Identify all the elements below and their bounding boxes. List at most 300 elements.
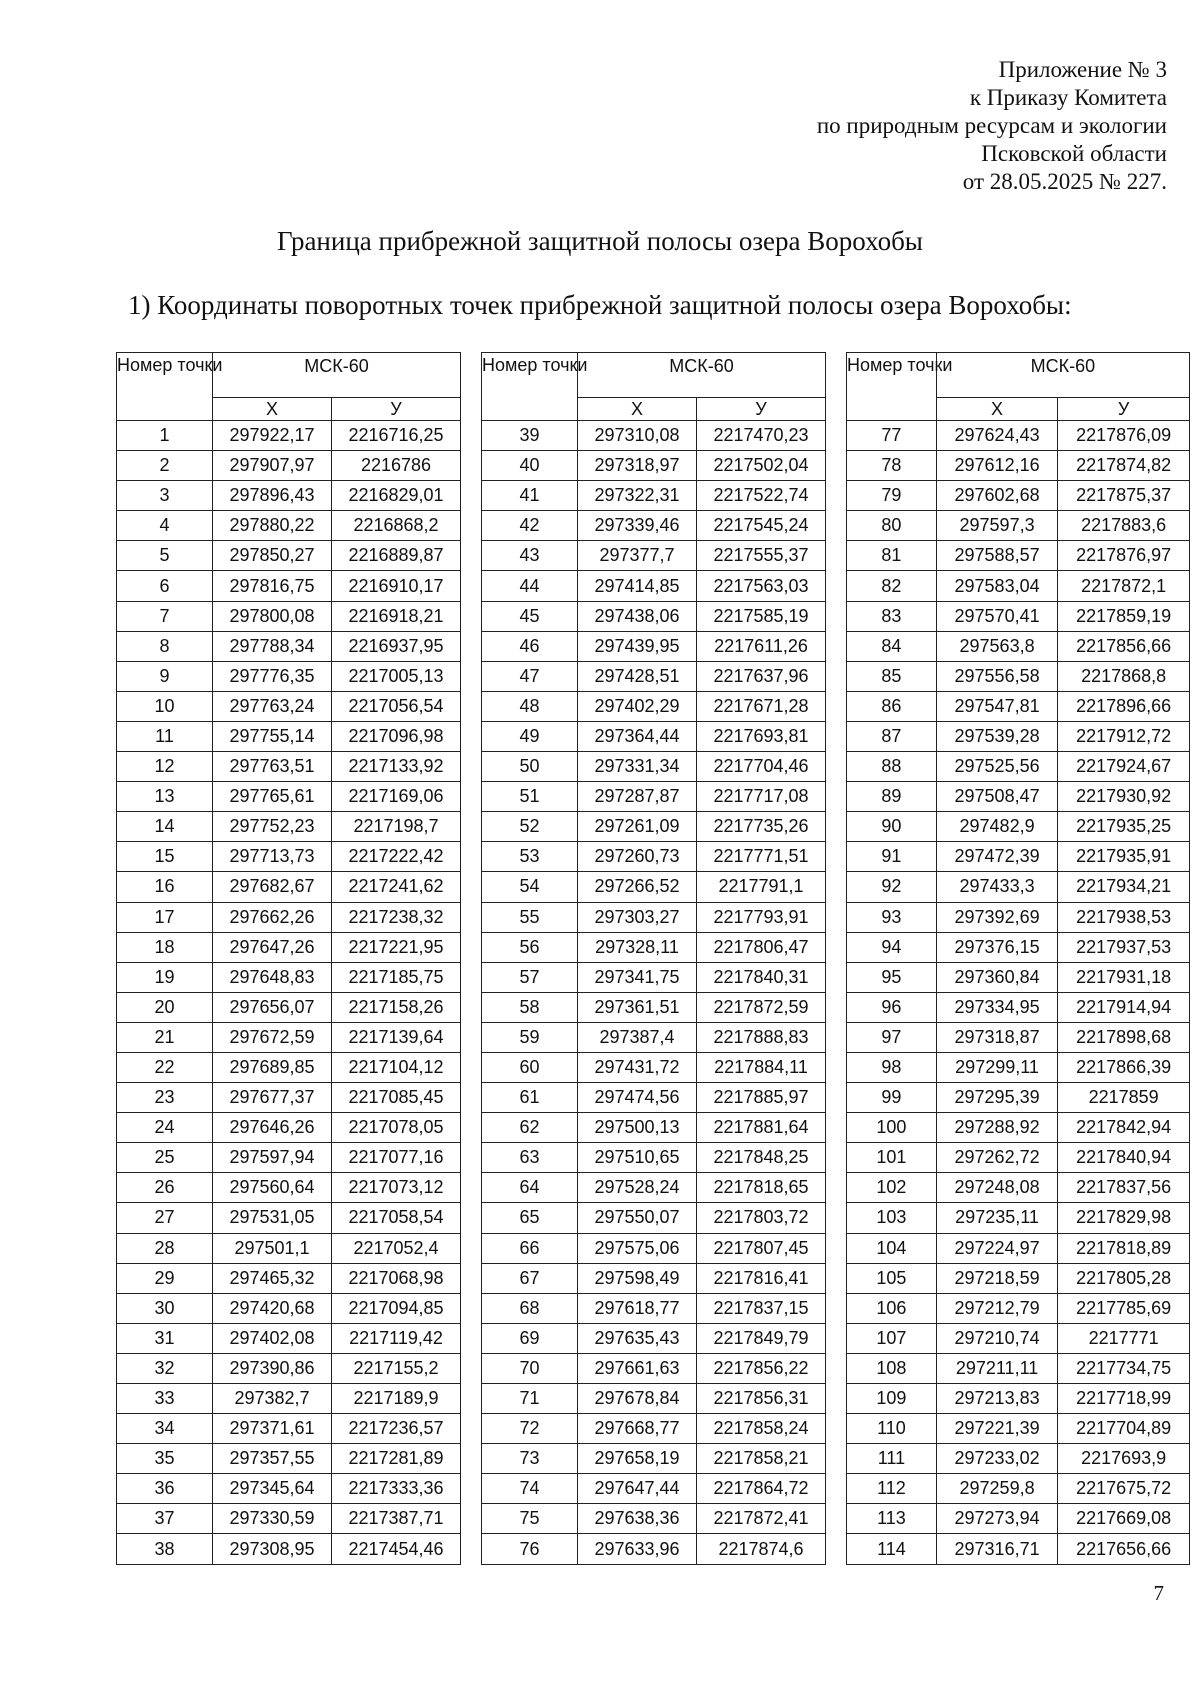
y-coordinate-cell: 2217094,85 bbox=[332, 1293, 461, 1323]
appendix-header bbox=[817, 56, 1167, 196]
x-coordinate-cell: 297310,08 bbox=[578, 421, 697, 451]
x-coordinate-cell: 297618,77 bbox=[578, 1293, 697, 1323]
table-row bbox=[117, 932, 461, 962]
table-row bbox=[482, 1323, 826, 1353]
x-coordinate-cell: 297575,06 bbox=[578, 1233, 697, 1263]
point-number-cell: 77 bbox=[847, 421, 937, 451]
table-row bbox=[117, 782, 461, 812]
y-coordinate-cell: 2216829,01 bbox=[332, 481, 461, 511]
x-coordinate-cell: 297402,29 bbox=[578, 691, 697, 721]
x-coordinate-cell: 297677,37 bbox=[213, 1083, 332, 1113]
table-row bbox=[117, 1022, 461, 1052]
x-coordinate-cell: 297850,27 bbox=[213, 541, 332, 571]
point-number-cell: 18 bbox=[117, 932, 213, 962]
table-row bbox=[847, 812, 1190, 842]
point-number-cell: 75 bbox=[482, 1504, 578, 1534]
x-coordinate-cell: 297465,32 bbox=[213, 1263, 332, 1293]
point-number-cell: 46 bbox=[482, 631, 578, 661]
y-coordinate-cell: 2217236,57 bbox=[332, 1414, 461, 1444]
y-coordinate-cell: 2216910,17 bbox=[332, 571, 461, 601]
x-coordinate-cell: 297414,85 bbox=[578, 571, 697, 601]
y-coordinate-cell: 2217502,04 bbox=[697, 451, 826, 481]
y-coordinate-cell: 2217189,9 bbox=[332, 1384, 461, 1414]
table-row bbox=[847, 1414, 1190, 1444]
table-row bbox=[117, 1263, 461, 1293]
x-coordinate-cell: 297364,44 bbox=[578, 721, 697, 751]
y-coordinate-cell: 2217931,18 bbox=[1058, 962, 1190, 992]
table-row bbox=[847, 1504, 1190, 1534]
table-row bbox=[847, 1173, 1190, 1203]
point-number-cell: 86 bbox=[847, 691, 937, 721]
y-coordinate-cell: 2217866,39 bbox=[1058, 1052, 1190, 1082]
point-number-cell: 60 bbox=[482, 1052, 578, 1082]
point-number-cell: 99 bbox=[847, 1083, 937, 1113]
y-coordinate-cell: 2217930,92 bbox=[1058, 782, 1190, 812]
table-row bbox=[117, 1293, 461, 1323]
x-coordinate-cell: 297678,84 bbox=[578, 1384, 697, 1414]
y-coordinate-cell: 2217104,12 bbox=[332, 1052, 461, 1082]
table-row bbox=[482, 631, 826, 661]
y-coordinate-cell: 2217872,1 bbox=[1058, 571, 1190, 601]
table-row bbox=[117, 511, 461, 541]
point-number-cell: 3 bbox=[117, 481, 213, 511]
y-coordinate-cell: 2217885,97 bbox=[697, 1083, 826, 1113]
table-row bbox=[117, 752, 461, 782]
table-row bbox=[847, 1143, 1190, 1173]
table-row bbox=[847, 782, 1190, 812]
x-coordinate-cell: 297624,43 bbox=[936, 421, 1057, 451]
x-coordinate-cell: 297260,73 bbox=[578, 842, 697, 872]
point-number-cell: 53 bbox=[482, 842, 578, 872]
x-coordinate-cell: 297218,59 bbox=[936, 1263, 1057, 1293]
x-coordinate-cell: 297672,59 bbox=[213, 1022, 332, 1052]
point-number-cell: 83 bbox=[847, 601, 937, 631]
point-number-cell: 31 bbox=[117, 1323, 213, 1353]
y-coordinate-cell: 2217934,21 bbox=[1058, 872, 1190, 902]
table-row bbox=[482, 872, 826, 902]
x-coordinate-cell: 297689,85 bbox=[213, 1052, 332, 1082]
y-coordinate-cell: 2217884,11 bbox=[697, 1052, 826, 1082]
table-row bbox=[847, 1293, 1190, 1323]
y-coordinate-cell: 2217856,66 bbox=[1058, 631, 1190, 661]
table-row bbox=[117, 571, 461, 601]
y-column-header: У bbox=[697, 398, 826, 421]
point-number-cell: 69 bbox=[482, 1323, 578, 1353]
x-coordinate-cell: 297508,47 bbox=[936, 782, 1057, 812]
table-row bbox=[117, 1203, 461, 1233]
x-coordinate-cell: 297646,26 bbox=[213, 1113, 332, 1143]
table-row bbox=[847, 421, 1190, 451]
point-number-cell: 40 bbox=[482, 451, 578, 481]
point-number-cell: 23 bbox=[117, 1083, 213, 1113]
x-coordinate-cell: 297224,97 bbox=[936, 1233, 1057, 1263]
y-coordinate-cell: 2216937,95 bbox=[332, 631, 461, 661]
point-number-cell: 54 bbox=[482, 872, 578, 902]
table-row bbox=[482, 782, 826, 812]
point-number-cell: 47 bbox=[482, 661, 578, 691]
table-row bbox=[847, 601, 1190, 631]
x-coordinate-cell: 297656,07 bbox=[213, 992, 332, 1022]
x-coordinate-cell: 297658,19 bbox=[578, 1444, 697, 1474]
y-coordinate-cell: 2217858,24 bbox=[697, 1414, 826, 1444]
x-coordinate-cell: 297474,56 bbox=[578, 1083, 697, 1113]
y-coordinate-cell: 2217791,1 bbox=[697, 872, 826, 902]
y-coordinate-cell: 2217771,51 bbox=[697, 842, 826, 872]
point-number-cell: 85 bbox=[847, 661, 937, 691]
point-number-cell: 104 bbox=[847, 1233, 937, 1263]
y-coordinate-cell: 2217221,95 bbox=[332, 932, 461, 962]
x-coordinate-cell: 297765,61 bbox=[213, 782, 332, 812]
section-heading: 1) Координаты поворотных точек прибрежной защитной полосы озера Ворохобы: bbox=[128, 290, 1072, 320]
table-row bbox=[482, 962, 826, 992]
y-coordinate-cell: 2217704,46 bbox=[697, 752, 826, 782]
table-row bbox=[117, 1173, 461, 1203]
table-row bbox=[117, 962, 461, 992]
point-number-cell: 68 bbox=[482, 1293, 578, 1323]
x-coordinate-cell: 297556,58 bbox=[936, 661, 1057, 691]
table-row bbox=[482, 1444, 826, 1474]
y-coordinate-cell: 2217198,7 bbox=[332, 812, 461, 842]
x-coordinate-cell: 297880,22 bbox=[213, 511, 332, 541]
x-coordinate-cell: 297341,75 bbox=[578, 962, 697, 992]
table-body bbox=[117, 421, 461, 1565]
y-coordinate-cell: 2217785,69 bbox=[1058, 1293, 1190, 1323]
y-coordinate-cell: 2217669,08 bbox=[1058, 1504, 1190, 1534]
point-number-cell: 45 bbox=[482, 601, 578, 631]
x-coordinate-cell: 297273,94 bbox=[936, 1504, 1057, 1534]
table-row bbox=[482, 842, 826, 872]
x-coordinate-cell: 297907,97 bbox=[213, 451, 332, 481]
table-row bbox=[482, 1143, 826, 1173]
y-coordinate-cell: 2217052,4 bbox=[332, 1233, 461, 1263]
x-coordinate-cell: 297612,16 bbox=[936, 451, 1057, 481]
point-number-cell: 11 bbox=[117, 721, 213, 751]
y-coordinate-cell: 2217281,89 bbox=[332, 1444, 461, 1474]
point-number-cell: 37 bbox=[117, 1504, 213, 1534]
coordinate-system-header: МСК-60 bbox=[936, 353, 1189, 398]
table-row bbox=[847, 511, 1190, 541]
table-row bbox=[847, 1474, 1190, 1504]
x-coordinate-cell: 297221,39 bbox=[936, 1414, 1057, 1444]
x-coordinate-cell: 297288,92 bbox=[936, 1113, 1057, 1143]
point-number-cell: 84 bbox=[847, 631, 937, 661]
table-row bbox=[847, 1353, 1190, 1383]
point-number-cell: 111 bbox=[847, 1444, 937, 1474]
point-number-cell: 7 bbox=[117, 601, 213, 631]
table-row bbox=[847, 1263, 1190, 1293]
y-coordinate-cell: 2217005,13 bbox=[332, 661, 461, 691]
x-coordinate-cell: 297560,64 bbox=[213, 1173, 332, 1203]
coordinate-system-header: МСК-60 bbox=[578, 353, 826, 398]
table-row bbox=[847, 992, 1190, 1022]
x-coordinate-cell: 297752,23 bbox=[213, 812, 332, 842]
point-number-cell: 29 bbox=[117, 1263, 213, 1293]
table-row bbox=[482, 992, 826, 1022]
y-coordinate-cell: 2217718,99 bbox=[1058, 1384, 1190, 1414]
table-row bbox=[482, 601, 826, 631]
point-number-cell: 90 bbox=[847, 812, 937, 842]
point-number-cell: 22 bbox=[117, 1052, 213, 1082]
table-row bbox=[847, 1444, 1190, 1474]
table-row bbox=[847, 1534, 1190, 1564]
y-coordinate-cell: 2216786 bbox=[332, 451, 461, 481]
table-row bbox=[117, 541, 461, 571]
y-column-header: У bbox=[332, 398, 461, 421]
table-row bbox=[847, 1022, 1190, 1052]
y-coordinate-cell: 2217858,21 bbox=[697, 1444, 826, 1474]
table-row bbox=[482, 1474, 826, 1504]
point-number-cell: 12 bbox=[117, 752, 213, 782]
y-coordinate-cell: 2217805,28 bbox=[1058, 1263, 1190, 1293]
x-coordinate-cell: 297262,72 bbox=[936, 1143, 1057, 1173]
point-number-cell: 24 bbox=[117, 1113, 213, 1143]
x-coordinate-cell: 297371,61 bbox=[213, 1414, 332, 1444]
table-row bbox=[482, 511, 826, 541]
table-row bbox=[117, 812, 461, 842]
y-coordinate-cell: 2217876,97 bbox=[1058, 541, 1190, 571]
y-coordinate-cell: 2217876,09 bbox=[1058, 421, 1190, 451]
table-row bbox=[482, 1504, 826, 1534]
point-number-cell: 95 bbox=[847, 962, 937, 992]
point-number-cell: 2 bbox=[117, 451, 213, 481]
table-row bbox=[482, 451, 826, 481]
table-row bbox=[847, 1323, 1190, 1353]
y-coordinate-cell: 2217585,19 bbox=[697, 601, 826, 631]
y-coordinate-cell: 2217868,8 bbox=[1058, 661, 1190, 691]
appendix-header-line: к Приказу Комитета bbox=[969, 85, 1167, 110]
document-title: Граница прибрежной защитной полосы озера Ворохобы bbox=[277, 226, 923, 256]
y-coordinate-cell: 2217238,32 bbox=[332, 902, 461, 932]
x-coordinate-cell: 297390,86 bbox=[213, 1353, 332, 1383]
point-number-cell: 73 bbox=[482, 1444, 578, 1474]
x-coordinate-cell: 297392,69 bbox=[936, 902, 1057, 932]
table-row bbox=[482, 481, 826, 511]
x-coordinate-cell: 297360,84 bbox=[936, 962, 1057, 992]
x-coordinate-cell: 297525,56 bbox=[936, 752, 1057, 782]
point-number-cell: 5 bbox=[117, 541, 213, 571]
table-row bbox=[117, 631, 461, 661]
x-coordinate-cell: 297602,68 bbox=[936, 481, 1057, 511]
x-coordinate-cell: 297316,71 bbox=[936, 1534, 1057, 1564]
x-coordinate-cell: 297713,73 bbox=[213, 842, 332, 872]
point-number-cell: 98 bbox=[847, 1052, 937, 1082]
table-row bbox=[117, 842, 461, 872]
x-coordinate-cell: 297248,08 bbox=[936, 1173, 1057, 1203]
x-coordinate-cell: 297648,83 bbox=[213, 962, 332, 992]
y-coordinate-cell: 2217522,74 bbox=[697, 481, 826, 511]
x-coordinate-cell: 297357,55 bbox=[213, 1444, 332, 1474]
y-coordinate-cell: 2217872,41 bbox=[697, 1504, 826, 1534]
point-number-cell: 55 bbox=[482, 902, 578, 932]
point-number-cell: 110 bbox=[847, 1414, 937, 1444]
y-coordinate-cell: 2217872,59 bbox=[697, 992, 826, 1022]
point-number-cell: 50 bbox=[482, 752, 578, 782]
x-coordinate-cell: 297322,31 bbox=[578, 481, 697, 511]
y-coordinate-cell: 2217333,36 bbox=[332, 1474, 461, 1504]
x-coordinate-cell: 297597,3 bbox=[936, 511, 1057, 541]
table-row bbox=[117, 1113, 461, 1143]
table-row bbox=[117, 902, 461, 932]
coordinates-table-1 bbox=[116, 352, 461, 1565]
x-coordinate-cell: 297377,7 bbox=[578, 541, 697, 571]
y-coordinate-cell: 2217937,53 bbox=[1058, 932, 1190, 962]
point-number-cell: 9 bbox=[117, 661, 213, 691]
point-number-cell: 109 bbox=[847, 1384, 937, 1414]
y-coordinate-cell: 2217139,64 bbox=[332, 1022, 461, 1052]
point-number-cell: 44 bbox=[482, 571, 578, 601]
y-coordinate-cell: 2217085,45 bbox=[332, 1083, 461, 1113]
point-number-header: Номер точки bbox=[847, 353, 937, 421]
y-coordinate-cell: 2217771 bbox=[1058, 1323, 1190, 1353]
table-row bbox=[117, 1083, 461, 1113]
table-row bbox=[482, 1534, 826, 1564]
x-coordinate-cell: 297550,07 bbox=[578, 1203, 697, 1233]
point-number-cell: 65 bbox=[482, 1203, 578, 1233]
x-coordinate-cell: 297662,26 bbox=[213, 902, 332, 932]
point-number-cell: 6 bbox=[117, 571, 213, 601]
y-coordinate-cell: 2217119,42 bbox=[332, 1323, 461, 1353]
table-row bbox=[117, 451, 461, 481]
x-coordinate-cell: 297563,8 bbox=[936, 631, 1057, 661]
x-coordinate-cell: 297763,51 bbox=[213, 752, 332, 782]
coordinates-table-3 bbox=[846, 352, 1190, 1565]
coordinates-table-2 bbox=[481, 352, 826, 1565]
y-coordinate-cell: 2217693,9 bbox=[1058, 1444, 1190, 1474]
x-coordinate-cell: 297635,43 bbox=[578, 1323, 697, 1353]
x-coordinate-cell: 297235,11 bbox=[936, 1203, 1057, 1233]
point-number-cell: 103 bbox=[847, 1203, 937, 1233]
point-number-cell: 78 bbox=[847, 451, 937, 481]
table-row bbox=[847, 631, 1190, 661]
table-row bbox=[482, 932, 826, 962]
table-row bbox=[847, 842, 1190, 872]
table-row bbox=[847, 691, 1190, 721]
table-row bbox=[847, 872, 1190, 902]
y-coordinate-cell: 2217077,16 bbox=[332, 1143, 461, 1173]
point-number-cell: 62 bbox=[482, 1113, 578, 1143]
y-coordinate-cell: 2217078,05 bbox=[332, 1113, 461, 1143]
x-coordinate-cell: 297597,94 bbox=[213, 1143, 332, 1173]
table-row bbox=[482, 721, 826, 751]
y-column-header: У bbox=[1058, 398, 1190, 421]
y-coordinate-cell: 2217807,45 bbox=[697, 1233, 826, 1263]
y-coordinate-cell: 2216716,25 bbox=[332, 421, 461, 451]
table-row bbox=[482, 1414, 826, 1444]
point-number-cell: 81 bbox=[847, 541, 937, 571]
x-coordinate-cell: 297776,35 bbox=[213, 661, 332, 691]
y-coordinate-cell: 2217073,12 bbox=[332, 1173, 461, 1203]
table-body bbox=[482, 421, 826, 1565]
table-row bbox=[482, 1384, 826, 1414]
table-row bbox=[117, 661, 461, 691]
table-row bbox=[482, 902, 826, 932]
point-number-cell: 59 bbox=[482, 1022, 578, 1052]
table-row bbox=[482, 1113, 826, 1143]
point-number-cell: 25 bbox=[117, 1143, 213, 1173]
table-row bbox=[117, 1474, 461, 1504]
y-coordinate-cell: 2217133,92 bbox=[332, 752, 461, 782]
y-coordinate-cell: 2217914,94 bbox=[1058, 992, 1190, 1022]
y-coordinate-cell: 2217875,37 bbox=[1058, 481, 1190, 511]
y-coordinate-cell: 2217611,26 bbox=[697, 631, 826, 661]
table-row bbox=[117, 1052, 461, 1082]
y-coordinate-cell: 2217898,68 bbox=[1058, 1022, 1190, 1052]
point-number-cell: 21 bbox=[117, 1022, 213, 1052]
point-number-cell: 1 bbox=[117, 421, 213, 451]
y-coordinate-cell: 2217874,6 bbox=[697, 1534, 826, 1564]
y-coordinate-cell: 2217806,47 bbox=[697, 932, 826, 962]
x-coordinate-cell: 297647,44 bbox=[578, 1474, 697, 1504]
point-number-cell: 112 bbox=[847, 1474, 937, 1504]
table-row bbox=[117, 481, 461, 511]
y-coordinate-cell: 2217837,56 bbox=[1058, 1173, 1190, 1203]
point-number-cell: 67 bbox=[482, 1263, 578, 1293]
table-row bbox=[117, 872, 461, 902]
y-coordinate-cell: 2217693,81 bbox=[697, 721, 826, 751]
table-row bbox=[482, 571, 826, 601]
x-coordinate-cell: 297647,26 bbox=[213, 932, 332, 962]
y-coordinate-cell: 2217856,31 bbox=[697, 1384, 826, 1414]
x-coordinate-cell: 297339,46 bbox=[578, 511, 697, 541]
point-number-cell: 94 bbox=[847, 932, 937, 962]
table-row bbox=[117, 1534, 461, 1564]
table-row bbox=[847, 571, 1190, 601]
x-coordinate-cell: 297528,24 bbox=[578, 1173, 697, 1203]
y-coordinate-cell: 2216868,2 bbox=[332, 511, 461, 541]
point-number-cell: 61 bbox=[482, 1083, 578, 1113]
x-column-header: X bbox=[936, 398, 1057, 421]
table-row bbox=[482, 691, 826, 721]
table-row bbox=[847, 451, 1190, 481]
y-coordinate-cell: 2217881,64 bbox=[697, 1113, 826, 1143]
point-number-cell: 16 bbox=[117, 872, 213, 902]
point-number-cell: 34 bbox=[117, 1414, 213, 1444]
y-coordinate-cell: 2217938,53 bbox=[1058, 902, 1190, 932]
x-coordinate-cell: 297328,11 bbox=[578, 932, 697, 962]
point-number-cell: 74 bbox=[482, 1474, 578, 1504]
table-row bbox=[847, 1384, 1190, 1414]
x-coordinate-cell: 297428,51 bbox=[578, 661, 697, 691]
x-coordinate-cell: 297287,87 bbox=[578, 782, 697, 812]
table-row bbox=[482, 1203, 826, 1233]
y-coordinate-cell: 2217096,98 bbox=[332, 721, 461, 751]
point-number-cell: 66 bbox=[482, 1233, 578, 1263]
x-coordinate-cell: 297570,41 bbox=[936, 601, 1057, 631]
point-number-cell: 51 bbox=[482, 782, 578, 812]
point-number-cell: 108 bbox=[847, 1353, 937, 1383]
point-number-cell: 8 bbox=[117, 631, 213, 661]
y-coordinate-cell: 2217169,06 bbox=[332, 782, 461, 812]
point-number-cell: 100 bbox=[847, 1113, 937, 1143]
x-coordinate-cell: 297788,34 bbox=[213, 631, 332, 661]
y-coordinate-cell: 2217803,72 bbox=[697, 1203, 826, 1233]
table-row bbox=[117, 721, 461, 751]
table-row bbox=[482, 541, 826, 571]
y-coordinate-cell: 2216889,87 bbox=[332, 541, 461, 571]
point-number-cell: 76 bbox=[482, 1534, 578, 1564]
y-coordinate-cell: 2217818,89 bbox=[1058, 1233, 1190, 1263]
x-coordinate-cell: 297472,39 bbox=[936, 842, 1057, 872]
x-coordinate-cell: 297308,95 bbox=[213, 1534, 332, 1564]
x-coordinate-cell: 297661,63 bbox=[578, 1353, 697, 1383]
point-number-header: Номер точки bbox=[117, 353, 213, 421]
table-row bbox=[847, 962, 1190, 992]
point-number-cell: 102 bbox=[847, 1173, 937, 1203]
y-coordinate-cell: 2217454,46 bbox=[332, 1534, 461, 1564]
y-coordinate-cell: 2217849,79 bbox=[697, 1323, 826, 1353]
point-number-cell: 80 bbox=[847, 511, 937, 541]
point-number-cell: 26 bbox=[117, 1173, 213, 1203]
